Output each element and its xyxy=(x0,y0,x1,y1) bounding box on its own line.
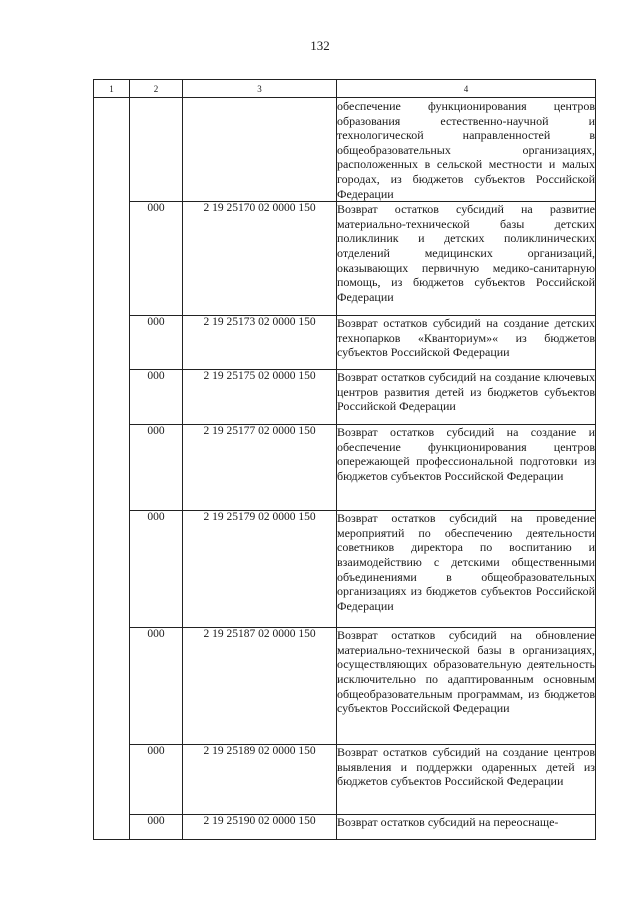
table-header-row xyxy=(94,80,596,98)
admin-code: 000 xyxy=(130,815,183,840)
table-row xyxy=(94,425,596,511)
table-row xyxy=(94,370,596,425)
admin-code: 000 xyxy=(130,425,183,511)
table-row xyxy=(94,815,596,840)
description: Возврат остатков субсидий на создание детских технопарков «Кванториум»« из бюджетов субъектов Российской Федерации xyxy=(337,316,596,370)
column-number-1: 1 xyxy=(94,80,130,98)
description: Возврат остатков субсидий на развитие материально-технической базы детских поликлиник и детских поликлинических отделений медицинских организаций, оказывающих первичную медико-санитарную помощь, из бюджетов субъектов Российской Федерации xyxy=(337,202,596,316)
description: Возврат остатков субсидий на создание ключевых центров развития детей из бюджетов субъектов Российской Федерации xyxy=(337,370,596,425)
budget-code: 2 19 25187 02 0000 150 xyxy=(183,628,337,745)
code-cell xyxy=(183,98,337,202)
admin-code: 000 xyxy=(130,745,183,815)
budget-code: 2 19 25189 02 0000 150 xyxy=(183,745,337,815)
table-row xyxy=(94,628,596,745)
description: Возврат остатков субсидий на обновление материально-технической базы в организациях, осуществляющих образовательную деятельность исключительно по адаптированным основным общеобразовательным программам, из бюджетов субъектов Российской Федерации xyxy=(337,628,596,745)
description: Возврат остатков субсидий на переоснаще- xyxy=(337,815,596,840)
admin-cell xyxy=(130,98,183,202)
description: Возврат остатков субсидий на проведение мероприятий по обеспечению деятельности советников директора по воспитанию и взаимодействию с детскими общественными объединениями в общеобразовательных организациях из бюджетов субъектов Российской Федерации xyxy=(337,511,596,628)
admin-code: 000 xyxy=(130,316,183,370)
first-column-cell xyxy=(94,98,130,840)
budget-code: 2 19 25170 02 0000 150 xyxy=(183,202,337,316)
table-row xyxy=(94,316,596,370)
budget-code: 2 19 25175 02 0000 150 xyxy=(183,370,337,425)
continuation-description: обеспечение функционирования центров образования естественно-научной и технологической направленностей в общеобразовательных организациях, расположенных в сельской местности и малых городах, из бюджетов субъектов Российской Федерации xyxy=(337,99,595,201)
table-row xyxy=(94,202,596,316)
column-number-2: 2 xyxy=(130,80,183,98)
table-row xyxy=(94,98,596,202)
admin-code: 000 xyxy=(130,202,183,316)
admin-code: 000 xyxy=(130,511,183,628)
description: Возврат остатков субсидий на создание центров выявления и поддержки одаренных детей из бюджетов субъектов Российской Федерации xyxy=(337,745,596,815)
budget-code: 2 19 25190 02 0000 150 xyxy=(183,815,337,840)
admin-code: 000 xyxy=(130,628,183,745)
budget-code: 2 19 25179 02 0000 150 xyxy=(183,511,337,628)
column-number-4: 4 xyxy=(337,80,596,98)
table-row xyxy=(94,511,596,628)
description: Возврат остатков субсидий на создание и обеспечение функционирования центров опережающей профессиональной подготовки из бюджетов субъектов Российской Федерации xyxy=(337,425,596,511)
column-number-3: 3 xyxy=(183,80,337,98)
page-number: 132 xyxy=(310,38,330,53)
table-row xyxy=(94,745,596,815)
admin-code: 000 xyxy=(130,370,183,425)
budget-code: 2 19 25173 02 0000 150 xyxy=(183,316,337,370)
budget-code: 2 19 25177 02 0000 150 xyxy=(183,425,337,511)
budget-classification-table xyxy=(93,79,596,840)
